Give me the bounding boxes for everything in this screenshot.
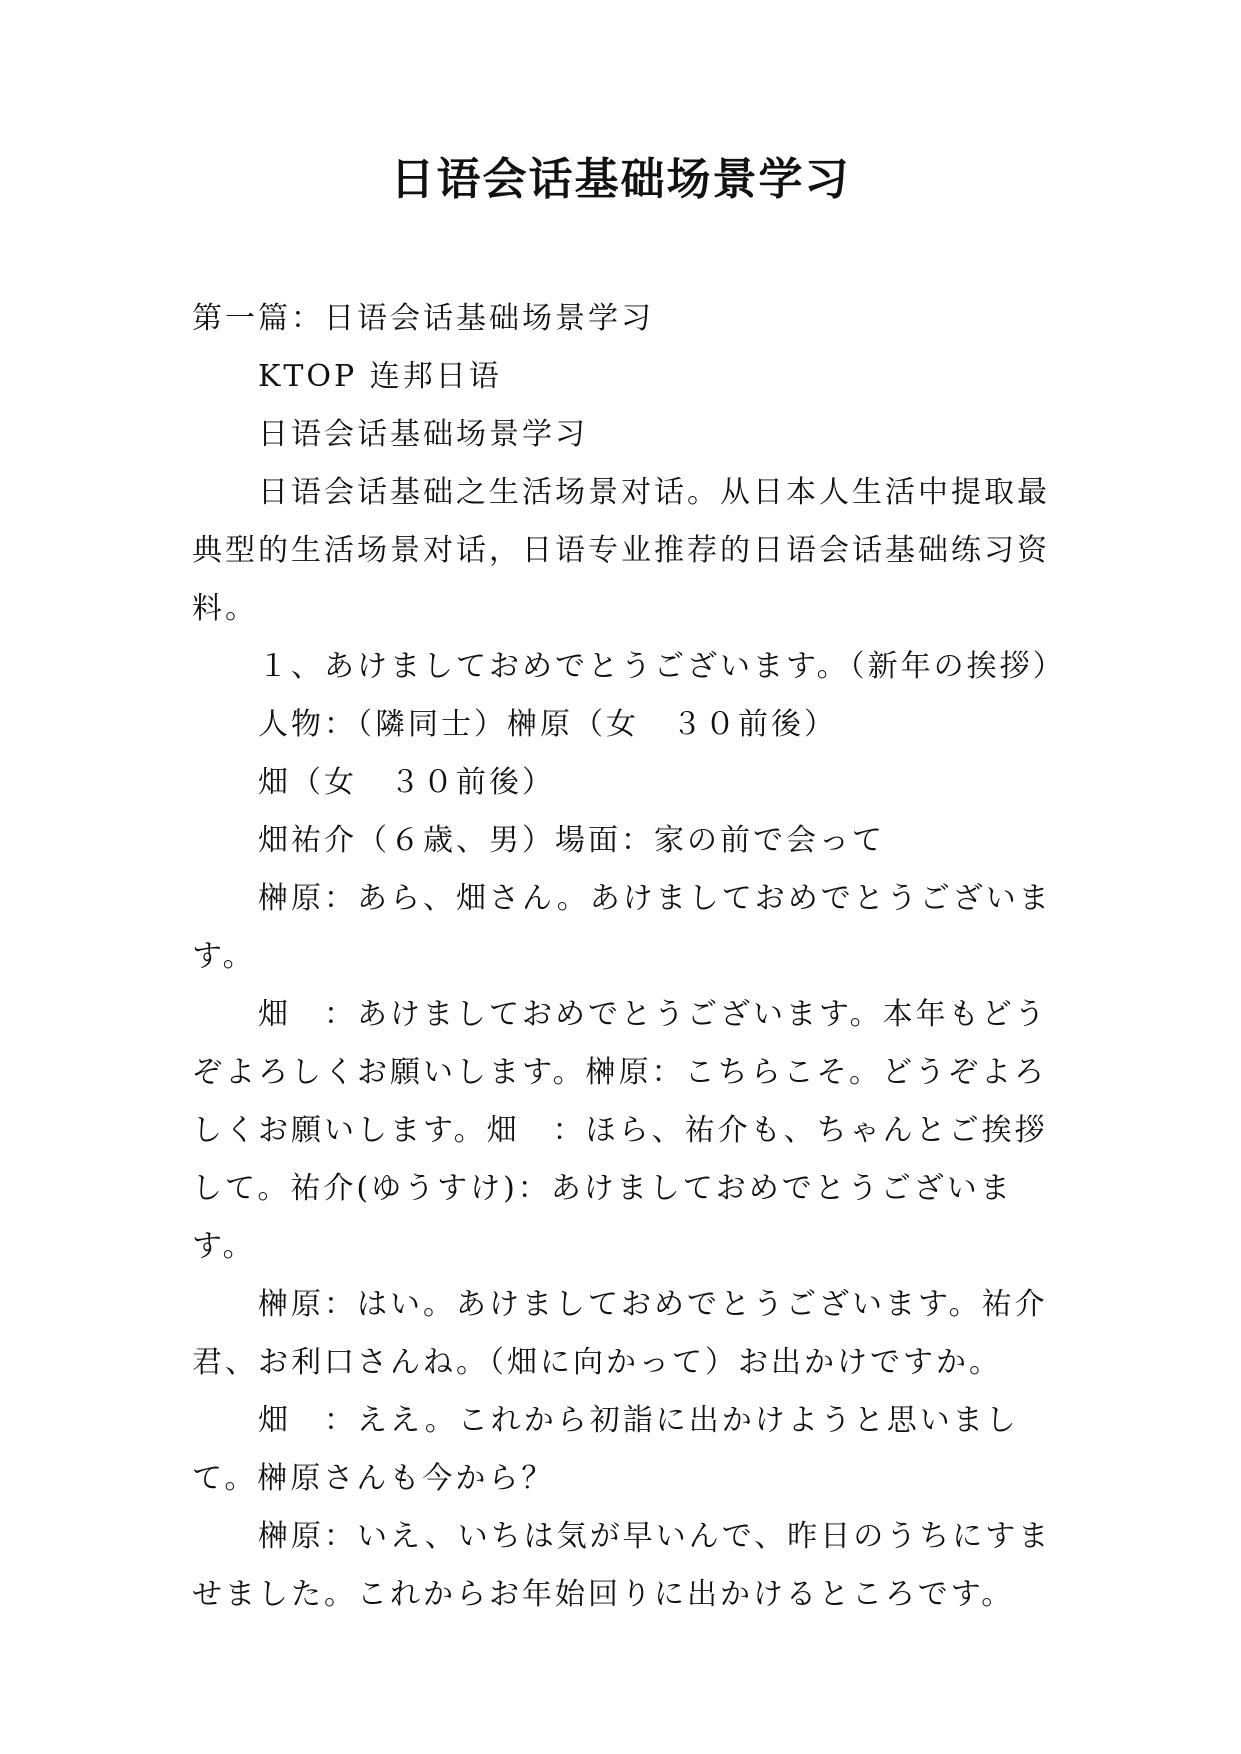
paragraph-character-hata: 畑（女 ３０前後）: [258, 765, 555, 800]
paragraph-intro: 日语会话基础之生活场景对话。从日本人生活中提取最典型的生活场景对话，日语专业推荐的日语会话基础练习资料。: [192, 475, 1050, 626]
dialogue-line: 畑 ：あけましておめでとうございます。本年もどうぞよろしくお願いします。榊原：こちらこそ。どうぞよろしくお願いします。畑 ：ほら、祐介も、ちゃんとご挨拶して。祐介(ゆうすけ)：あけましておめでとうございます。: [192, 997, 1048, 1264]
dialogue-line: 榊原：いえ、いちは気が早いんで、昨日のうちにすませました。これからお年始回りに出かけるところです。: [192, 1519, 1052, 1612]
dialogue-line: 榊原：はい。あけましておめでとうございます。祐介君、お利口さんね。（畑に向かって）お出かけですか。: [192, 1287, 1048, 1380]
paragraph-subtitle: 日语会话基础场景学习: [258, 417, 588, 452]
paragraph-character-yusuke: 畑祐介（６歳、男）場面：家の前で会って: [258, 823, 885, 858]
paragraph-heading: 第一篇：日语会话基础场景学习: [192, 301, 654, 336]
dialogue-line: 畑 ：ええ。これから初詣に出かけようと思いまして。榊原さんも今から？: [192, 1403, 1019, 1496]
document-title: 日语会话基础场景学习: [390, 154, 851, 205]
paragraph-scene-title: １、あけましておめでとうございます。（新年の挨拶）: [258, 649, 1066, 684]
document-body: [192, 290, 1066, 1624]
dialogue-line: 榊原：あら、畑さん。あけましておめでとうございます。: [192, 881, 1052, 974]
paragraph-characters: 人物：（隣同士）榊原（女 ３０前後）: [258, 707, 837, 742]
paragraph-source: KTOP 连邦日语: [258, 359, 502, 394]
